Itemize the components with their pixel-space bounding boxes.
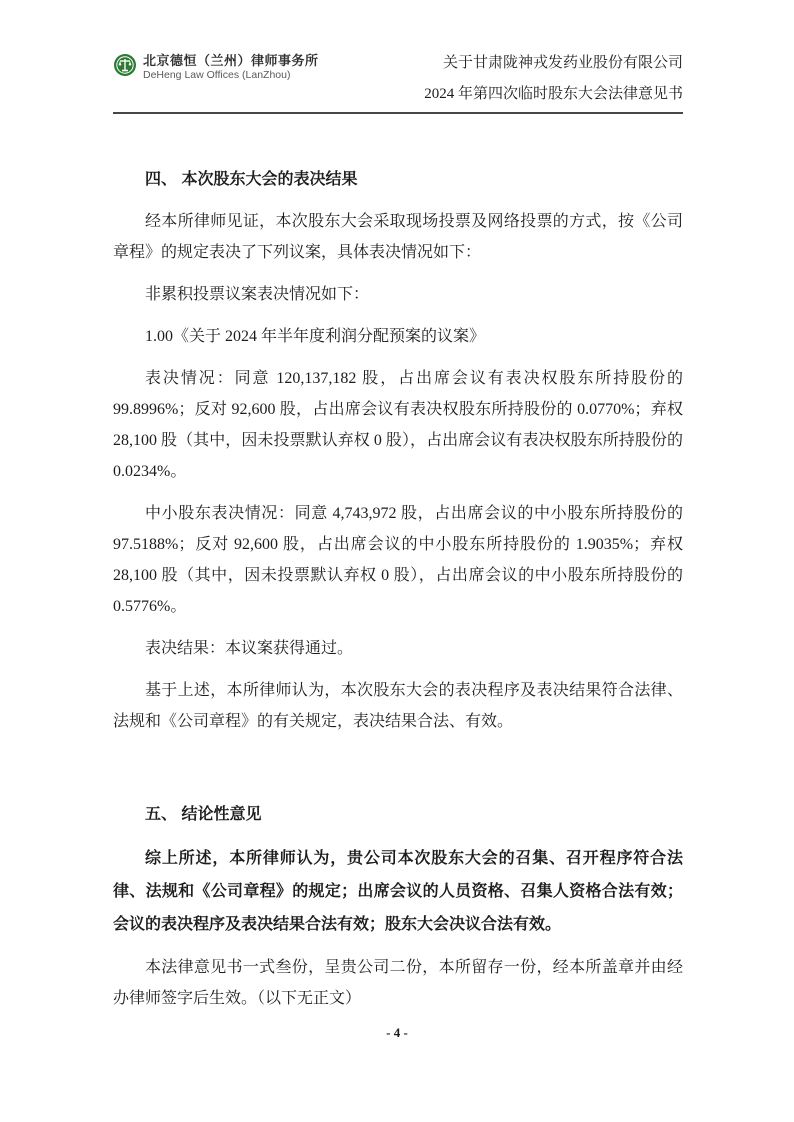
document-title-line1: 关于甘肃陇神戎发药业股份有限公司 [442,55,683,71]
paragraph-closing-copies: 本法律意见书一式叁份，呈贵公司二份，本所留存一份，经本所盖章并由经办律师签字后生效。（以下无正文） [113,959,683,1007]
page-number: - 4 - [386,1025,408,1040]
paragraph-noncumulative-intro: 非累积投票议案表决情况如下： [145,286,370,303]
firm-name-english: DeHeng Law Offices (LanZhou) [143,69,291,81]
paragraph-voting-method: 经本所律师见证，本次股东大会采取现场投票及网络投票的方式，按《公司章程》的规定表决了下列议案，具体表决情况如下： [113,213,683,261]
paragraph-vote-outcome: 表决结果：本议案获得通过。 [145,640,354,657]
firm-names [143,52,319,82]
paragraph-vote-result-all-shareholders: 表决情况：同意 120,137,182 股，占出席会议有表决权股东所持股份的 99.8996%；反对 92,600 股，占出席会议有表决权股东所持股份的 0.0770%；弃权 28,100 股（其中，因未投票默认弃权 0 股），占出席会议有表决权股东所持股份的 0.0234%。 [113,370,683,480]
document-title-line2: 2024 年第四次临时股东大会法律意见书 [424,86,683,102]
paragraph-vote-result-minority-shareholders: 中小股东表决情况：同意 4,743,972 股，占出席会议的中小股东所持股份的 97.5188%；反对 92,600 股，占出席会议的中小股东所持股份的 1.9035%；弃权 28,100 股（其中，因未投票默认弃权 0 股），占出席会议的中小股东所持股份的 0.5776%。 [113,505,683,615]
page-footer [0,1025,794,1041]
paragraph-lawyer-opinion: 基于上述，本所律师认为，本次股东大会的表决程序及表决结果符合法律、法规和《公司章程》的有关规定，表决结果合法、有效。 [113,682,683,730]
paragraph-conclusion: 综上所述，本所律师认为，贵公司本次股东大会的召集、召开程序符合法律、法规和《公司章程》的规定；出席会议的人员资格、召集人资格合法有效；会议的表决程序及表决结果合法有效；股东大会决议合法有效。 [113,850,683,933]
firm-name-chinese: 北京德恒（兰州）律师事务所 [143,53,319,68]
paragraph-proposal-title: 1.00《关于 2024 年半年度利润分配预案的议案》 [145,328,486,345]
document-body [113,164,683,1014]
section-4-heading: 四、 本次股东大会的表决结果 [145,171,358,188]
page-header [113,48,683,114]
deheng-logo-icon [113,53,137,82]
document-title-block [424,48,683,110]
firm-identity [113,48,319,82]
section-5-heading: 五、 结论性意见 [145,806,262,823]
